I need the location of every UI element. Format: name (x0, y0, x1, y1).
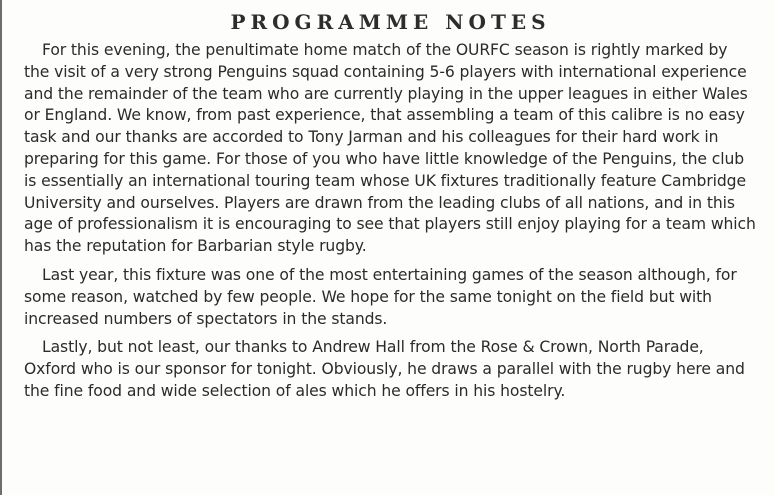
paragraph-intro: For this evening, the penultimate home match of the OURFC season is rightly marked by the visit of a very strong Penguins squad containing 5-6 players with international experience and the remainder of the team who are currently playing in the upper leagues in either Wales or England. We know, from past experience, that assembling a team of this calibre is no easy task and our thanks are accorded to Tony Jarman and his colleagues for their hard work in preparing for this game. For those of you who have little knowledge of the Penguins, the club is essentially an international touring team whose UK fixtures traditionally feature Cambridge University and ourselves. Players are drawn from the leading clubs of all nations, and in this age of professionalism it is encouraging to see that players still enjoy playing for a team which has the reputation for Barbarian style rugby. (24, 41, 756, 256)
page-title: PROGRAMME NOTES (230, 10, 551, 34)
paragraph-last-year: Last year, this fixture was one of the most entertaining games of the season although, for some reason, watched by few people. We hope for the same tonight on the field but with increased numbers of spectators in the stands. (24, 265, 737, 328)
paragraph-sponsor: Lastly, but not least, our thanks to Andrew Hall from the Rose & Crown, North Parade, Oxford who is our sponsor for tonight. Obviously, he draws a parallel with the rugby here and the fine food and wide selection of ales which he offers in his hostelry. (24, 338, 745, 400)
